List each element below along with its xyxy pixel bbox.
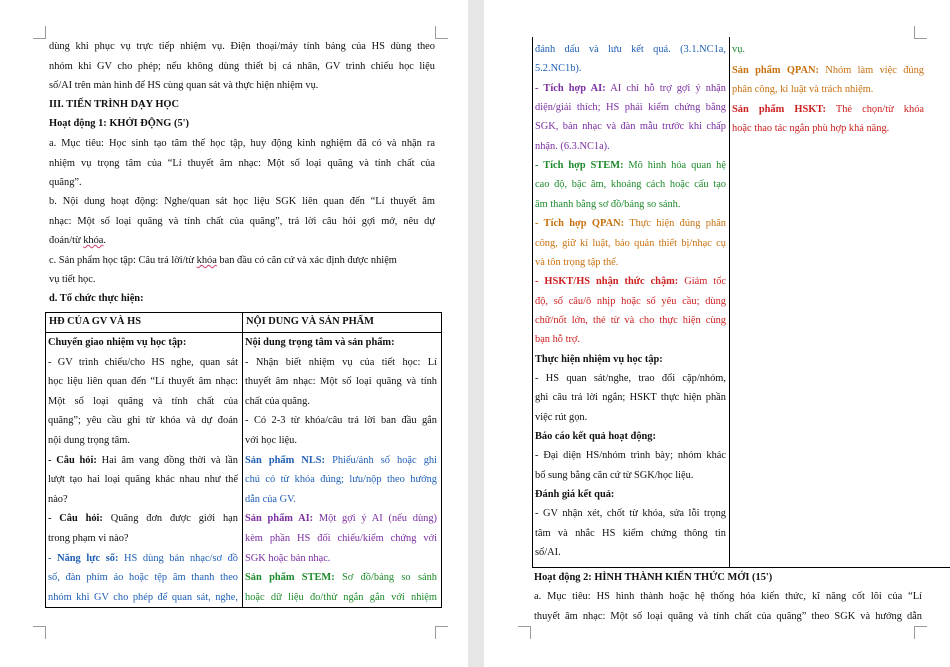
table-cell-line-right: - Nhận biết nhiệm vụ của tiết học: Lí <box>245 356 437 368</box>
table-cell-line-right: Sản phẩm HSKT: Thẻ chọn/từ khóa <box>732 104 924 115</box>
table-cell-line-left: bổ sung bằng căn cứ từ SGK/học liệu. <box>535 469 694 481</box>
table-cell-line-right: hoặc dữ liệu đo/thử ngắn gắn với nhiệm <box>245 591 437 603</box>
table-cell-line-left: quãng”; yêu cầu ghi từ khóa và dự đoán <box>48 415 238 427</box>
document-page-2 <box>484 0 950 667</box>
table-cell-line-left: học liệu liên quan đến “Lí thuyết âm nhạc: <box>48 376 238 388</box>
table-cell-line-right: Sản phẩm STEM: Sơ đồ/bảng so sánh <box>245 572 437 584</box>
content-line: b. Nội dung hoạt động: Nghe/quan sát học liệu SGK liên quan đến “Lí thuyết âm <box>49 196 435 207</box>
product-text: c. Sản phẩm học tập: Câu trả lời/từ <box>49 255 197 266</box>
activity2-objective-line: a. Mục tiêu: HS hình thành hoặc hệ thống hóa kiến thức, kĩ năng cốt lõi của “Lí <box>534 591 922 602</box>
margin-mark-bottom-left <box>33 626 46 639</box>
table-cell-line-left: việc rút gọn. <box>535 411 588 423</box>
margin-mark-bottom-right <box>435 626 448 639</box>
page-gap <box>468 0 484 667</box>
table-cell-line-left: - Đại diện HS/nhóm trình bày; nhóm khác <box>535 450 726 462</box>
table-cell-line-left: độ, số câu/ô nhịp hoặc số yêu cầu; dùng <box>535 295 726 307</box>
table-cell-line-right: SGK hoặc bản nhạc. <box>245 552 331 564</box>
table-cell-line-left: - Tích hợp QPAN: Thực hiện đúng phân <box>535 218 726 230</box>
content-text: đoán/từ <box>49 235 84 246</box>
table-cell-line-left: tâm và nhắc HS kiểm chứng thông tin <box>535 527 726 539</box>
table-cell-line-left: - Tích hợp STEM: Mô hình hóa quan hệ <box>535 160 726 172</box>
table-cell-line-left: - Tích hợp AI: AI chỉ hỗ trợ gợi ý nhận <box>535 82 726 94</box>
content-text: . <box>103 235 107 246</box>
organize-heading: d. Tổ chức thực hiện: <box>49 293 144 304</box>
table-header-divider <box>45 332 441 333</box>
table-cell-line-right: kèm phần HS đối chiếu/kiểm chứng với <box>245 533 437 544</box>
table-cell-line-left: Báo cáo kết quả hoạt động: <box>535 431 656 442</box>
intro-line: nhóm khi GV cho phép; nếu không dùng thiết bị cá nhân, GV trình chiếu học liệu <box>49 60 435 72</box>
table-cell-line-left: Một số loại quãng và tính chất của <box>48 395 238 407</box>
spellcheck-word[interactable]: khóa <box>196 255 217 266</box>
margin-mark-top-left <box>33 26 46 39</box>
table-cell-line-left: cao độ, bậc âm, khoảng cách hoặc cấu tạo <box>535 179 726 191</box>
table-header-right: NỘI DUNG VÀ SẢN PHẨM <box>246 316 374 327</box>
table-cell-line-left: - GV trình chiếu/cho HS nghe, quan sát <box>48 356 238 368</box>
table-cell-line-left: Chuyển giao nhiệm vụ học tập: <box>48 337 187 348</box>
margin-mark-bottom-right <box>914 626 927 639</box>
table-cell-line-left: nhận. (6.3.NC1a). <box>535 140 610 152</box>
table-cell-line-left: SGK, bản nhạc và đàn mẫu trước khi chấp <box>535 121 726 133</box>
table-cell-line-right: chất của quãng. <box>245 395 310 407</box>
table-cell-line-left: diện/giải thích; HS phải kiểm chứng bằng <box>535 102 726 114</box>
table-cell-line-left: chữ/nốt lớn, thẻ từ và cho thực hiện cùng <box>535 314 726 326</box>
intro-line: số/AI trên màn hình để HS cùng quan sát và thực hiện nhiệm vụ. <box>49 80 319 91</box>
table-cell-line-left: nội dung trọng tâm. <box>48 435 130 446</box>
table-cell-line-left: - HSKT/HS nhận thức chậm: Giảm tốc <box>535 276 726 288</box>
margin-mark-top-right <box>435 26 448 39</box>
table-cell-line-left: nhóm khi GV cho phép để quan sát, nghe, <box>48 591 238 603</box>
table-cell-line-right: Sản phẩm AI: Một gợi ý AI (nếu dùng) <box>245 513 437 525</box>
activity2-heading: Hoạt động 2: HÌNH THÀNH KIẾN THỨC MỚI (15') <box>534 572 773 583</box>
table-cell-line-right: với học liệu. <box>245 435 297 446</box>
table-cell-line-left: - Câu hỏi: Quãng đơn được giới hạn <box>48 513 238 525</box>
document-page-1 <box>0 0 468 667</box>
table-cell-line-left: nào? <box>48 493 68 505</box>
content-line <box>49 234 106 247</box>
table-cell-line-right: dẫn của GV. <box>245 493 296 505</box>
table-cell-line-right: chú có từ khóa đúng; lưu/nộp theo hướng <box>245 474 437 486</box>
section-heading: III. TIẾN TRÌNH DẠY HỌC <box>49 99 180 110</box>
table-cell-line-left: lượt tạo hai loại quãng khác nhau như thế <box>48 474 238 486</box>
table-column-divider <box>242 312 243 607</box>
table-cell-line-right: hoặc thao tác ngắn phù hợp khả năng. <box>732 123 890 134</box>
table-cell-line-left: ghi câu trả lời ngắn; HSKT thực hiện phần <box>535 392 726 404</box>
table-cell-line-right: Sản phẩm QPAN: Nhóm làm việc đúng <box>732 65 924 76</box>
table-cell-line-left: Đánh giá kết quả: <box>535 489 615 501</box>
table-cell-line-left: bạn hỗ trợ. <box>535 334 581 346</box>
table-cell-line-left: trong phạm vi nào? <box>48 533 129 544</box>
table-cell-line-left: số/AI. <box>535 547 561 559</box>
table-cell-line-left: - GV nhận xét, chốt từ khóa, sửa lỗi trọng <box>535 508 726 520</box>
table-cell-line-left: và tôn trọng tập thể. <box>535 256 619 268</box>
objective-line: nhiệm vụ trọng tâm của “Lí thuyết âm nhạc: Một số loại quãng và tính chất của <box>49 157 435 169</box>
table-cell-line-left: 5.2.NC1b). <box>535 63 582 75</box>
product-text: ban đầu có căn cứ và xác định được nhiệm <box>216 255 397 266</box>
spellcheck-word[interactable]: khóa <box>83 235 104 246</box>
intro-line: dùng khi phục vụ trực tiếp nhiệm vụ. Điện thoại/máy tính bảng của HS dùng theo <box>49 41 435 52</box>
table-cell-line-left: âm thanh bằng sơ đồ/bảng so sánh. <box>535 198 681 210</box>
table-cell-line-right: vụ. <box>732 44 745 55</box>
table-cell-line-left: - HS quan sát/nghe, trao đổi cặp/nhóm, <box>535 372 726 384</box>
table-cell-line-right: Sản phẩm NLS: Phiếu/ảnh số hoặc ghi <box>245 454 437 466</box>
activity1-heading: Hoạt động 1: KHỞI ĐỘNG (5') <box>49 118 189 129</box>
table-cell-line-left: - Năng lực số: HS dùng bản nhạc/sơ đồ <box>48 552 238 564</box>
table-header-left: HĐ CỦA GV VÀ HS <box>49 316 141 327</box>
table-column-divider <box>729 37 730 567</box>
objective-line: a. Mục tiêu: Học sinh tạo tâm thế học tập, huy động kinh nghiệm đã có và nhận ra <box>49 138 435 149</box>
product-line: vụ tiết học. <box>49 274 96 285</box>
table-cell-line-left: số, đàn phím ảo hoặc tệp âm thanh theo <box>48 572 238 584</box>
table-cell-line-left: Thực hiện nhiệm vụ học tập: <box>535 353 663 365</box>
activity2-objective-line: thuyết âm nhạc: Một số loại quãng và tính chất của quãng” theo SGK và hướng dẫn <box>534 610 922 622</box>
table-cell-line-right: Nội dung trọng tâm và sản phẩm: <box>245 337 395 348</box>
table-cell-line-right: phân công, kỉ luật và trách nhiệm. <box>732 84 874 95</box>
margin-mark-bottom-left <box>518 626 531 639</box>
table-cell-line-left: công, giữ kỉ luật, bảo quản thiết bị/nhạc cụ <box>535 237 726 249</box>
table-cell-line-right: thuyết âm nhạc: Một số loại quãng và tính <box>245 376 437 388</box>
table-cell-line-right: - Có 2-3 từ khóa/câu trả lời ban đầu gắn <box>245 415 437 427</box>
objective-line: quãng”. <box>49 177 82 188</box>
content-line: nhạc: Một số loại quãng và tính chất của quãng”, trả lời câu hỏi gợi mở, nêu dự <box>49 215 435 227</box>
table-cell-line-left: đánh dấu và lưu kết quả. (3.1.NC1a, <box>535 44 726 55</box>
table-cell-line-left: - Câu hỏi: Hai âm vang đồng thời và lần <box>48 454 238 466</box>
product-line <box>49 254 435 267</box>
